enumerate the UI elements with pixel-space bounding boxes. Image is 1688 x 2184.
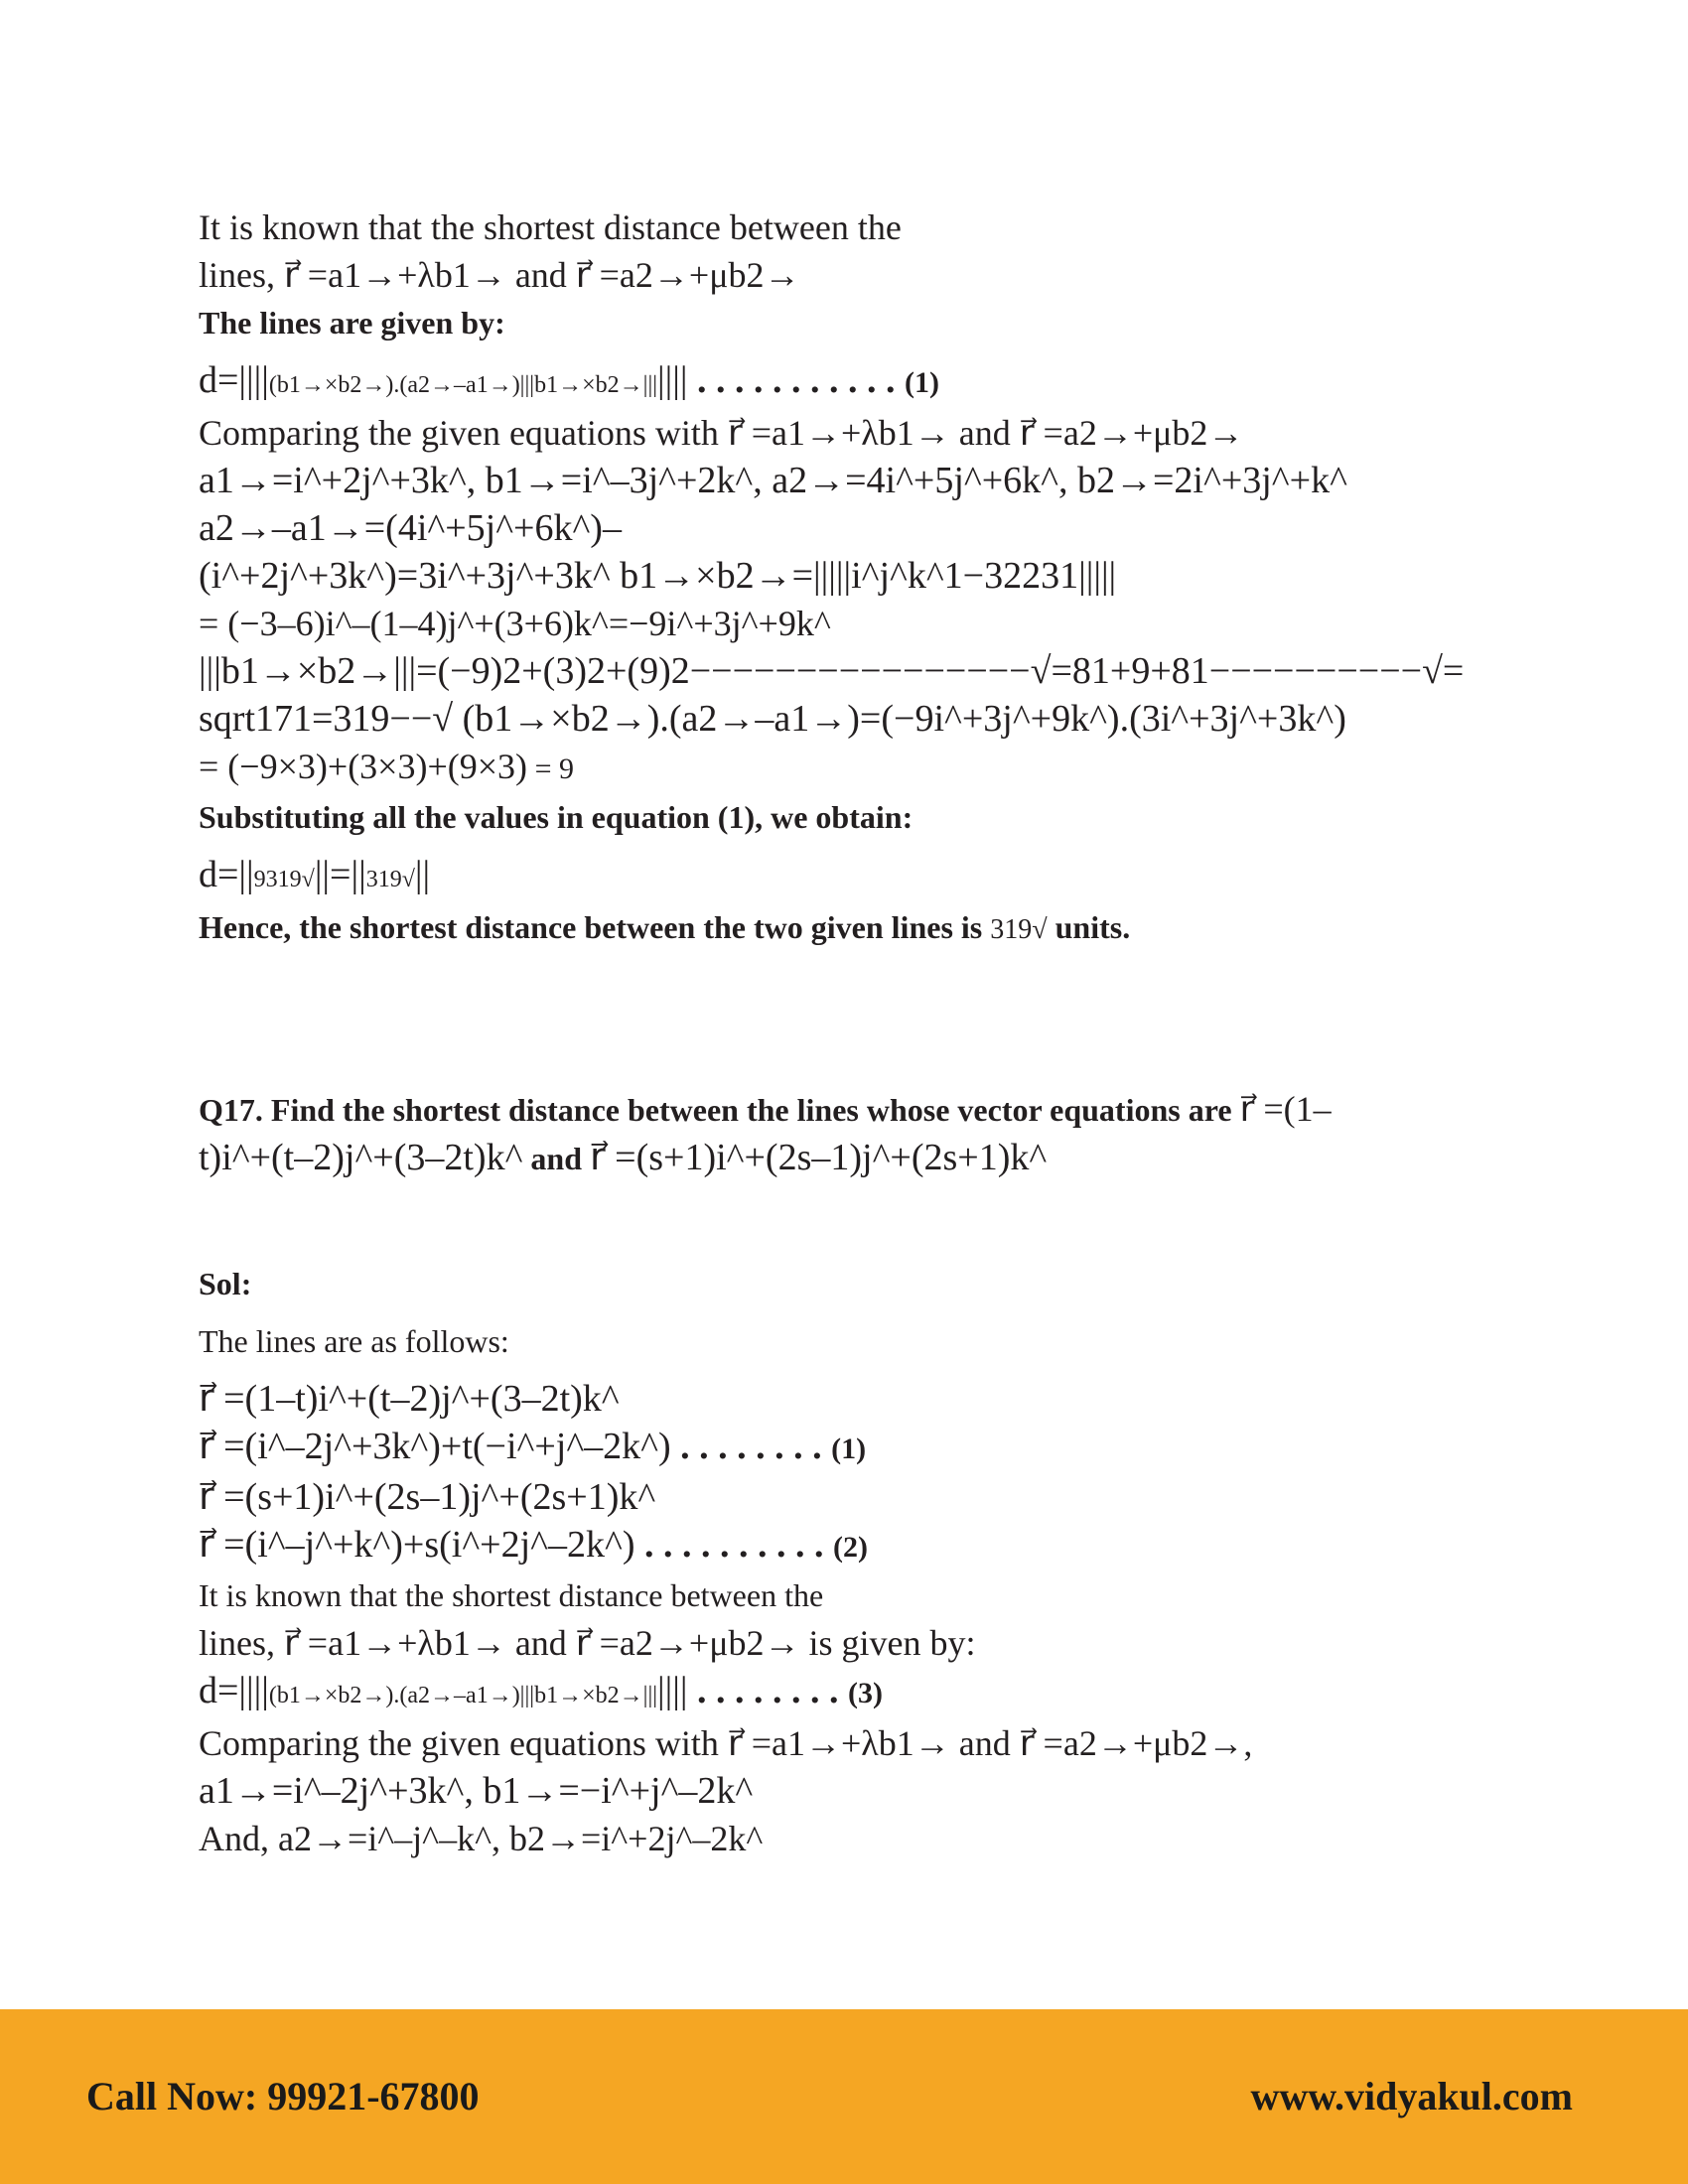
distance-fraction-1: 9319√: [253, 867, 315, 892]
formula-3: [199, 1667, 1489, 1719]
sqrt-line: sqrt171=319−−√ (b1→×b2→).(a2→–a1→)=(−9i^+3j^+9k^).(3i^+3j^+3k^): [199, 698, 1346, 740]
substituting-line: Substituting all the values in equation (1), we obtain:: [199, 799, 914, 835]
hence-value: 319√: [990, 914, 1048, 945]
question-17-line-1: [199, 1085, 1489, 1134]
intro-line-1: It is known that the shortest distance between the: [199, 207, 902, 247]
equation-label-3: (3): [847, 1677, 883, 1709]
question-17-and: and: [522, 1141, 591, 1176]
vectors-line: a1→=i^+2j^+3k^, b1→=i^–3j^+2k^, a2→=4i^+5j^+6k^, b2→=2i^+3j^+k^: [199, 460, 1347, 501]
question-17-r1: r⃗ =(1–: [1239, 1089, 1332, 1129]
equation-2-text: r⃗ =(i^–2j^+3k^)+t(−i^+j^–2k^): [199, 1426, 671, 1467]
formula-3-end: ||||: [657, 1670, 688, 1711]
cross-product-line: = (−3–6)i^–(1–4)j^+(3+6)k^=−9i^+3j^+9k^: [199, 604, 831, 643]
formula-1-main: d=||||: [199, 359, 269, 401]
vectors-a2-b2: And, a2→=i^–j^–k^, b2→=i^+2j^–2k^: [199, 1819, 764, 1858]
difference-line-1: a2→–a1→=(4i^+5j^+6k^)–: [199, 507, 622, 549]
question-17-eq-a: t)i^+(t–2)j^+(3–2t)k^: [199, 1137, 523, 1178]
hence-text: Hence, the shortest distance between the two given lines is: [199, 909, 991, 945]
distance-result: [199, 851, 1489, 903]
equation-line-4: [199, 1521, 1489, 1571]
equation-line-1: r⃗ =(1–t)i^+(t–2)j^+(3–2t)k^: [199, 1378, 620, 1420]
known-line-1: It is known that the shortest distance between the: [199, 1577, 824, 1613]
website-link[interactable]: www.vidyakul.com: [1250, 2074, 1573, 2118]
formula-1-fraction: (b1→×b2→).(a2→–a1→)|||b1→×b2→|||: [268, 372, 658, 398]
equation-label-q2: (2): [832, 1531, 868, 1564]
page-content: [199, 204, 1489, 1862]
formula-1: [199, 356, 1489, 409]
given-by-heading: The lines are given by:: [199, 305, 505, 341]
solution-heading: Sol:: [199, 1266, 252, 1301]
footer-banner: [0, 2009, 1688, 2184]
distance-main: d=||: [199, 854, 254, 895]
vectors-a1-b1: a1→=i^–2j^+3k^, b1→=−i^+j^–2k^: [199, 1770, 754, 1812]
equation-4-dots: . . . . . . . . . .: [643, 1524, 833, 1566]
equation-4-text: r⃗ =(i^–j^+k^)+s(i^+2j^–2k^): [199, 1524, 644, 1566]
known-line-2: lines, r⃗ =a1→+λb1→ and r⃗ =a2→+μb2→ is given by:: [199, 1623, 976, 1663]
hence-units: units.: [1047, 909, 1131, 945]
equation-label-1: (1): [904, 366, 939, 399]
formula-1-end: ||||: [657, 359, 688, 401]
distance-mid: ||=||: [314, 854, 366, 895]
formula-3-fraction: (b1→×b2→).(a2→–a1→)|||b1→×b2→|||: [268, 1683, 658, 1708]
difference-line-2: (i^+2j^+3k^)=3i^+3j^+3k^ b1→×b2→=|||||i^j^k^1−32231|||||: [199, 555, 1117, 597]
intro-line-2: lines, r⃗ =a1→+λb1→ and r⃗ =a2→+μb2→: [199, 255, 800, 295]
dot-product-line: [199, 743, 1489, 793]
formula-3-dots: . . . . . . . .: [687, 1670, 848, 1711]
formula-3-main: d=||||: [199, 1670, 269, 1711]
question-17-line-2: [199, 1134, 1489, 1182]
question-17-text: Q17. Find the shortest distance between the lines whose vector equations are: [199, 1092, 1240, 1128]
distance-fraction-2: 319√: [365, 867, 415, 892]
compare-line: Comparing the given equations with r⃗ =a1→+λb1→ and r⃗ =a2→+μb2→: [199, 413, 1244, 453]
call-now-text[interactable]: Call Now: 99921-67800: [86, 2074, 480, 2118]
equation-line-3: r⃗ =(s+1)i^+(2s–1)j^+(2s+1)k^: [199, 1476, 656, 1518]
magnitude-line: |||b1→×b2→|||=(−9)2+(3)2+(9)2−−−−−−−−−−−−−−−−√=81+9+81−−−−−−−−−−√=: [199, 650, 1465, 692]
equation-2-dots: . . . . . . . .: [670, 1426, 832, 1467]
equation-label-q1: (1): [831, 1433, 867, 1465]
lines-follow-text: The lines are as follows:: [199, 1323, 509, 1359]
dot-product-main: = (−9×3)+(3×3)+(9×3): [199, 747, 528, 786]
hence-line: [199, 903, 1489, 954]
dot-product-result: = 9: [527, 752, 574, 785]
equation-line-2: [199, 1423, 1489, 1473]
formula-1-dots: . . . . . . . . . . .: [687, 359, 905, 401]
distance-end: ||: [414, 854, 431, 895]
compare-line-2: Comparing the given equations with r⃗ =a1→+λb1→ and r⃗ =a2→+μb2→,: [199, 1723, 1253, 1763]
question-17-eq-b: r⃗ =(s+1)i^+(2s–1)j^+(2s+1)k^: [590, 1137, 1048, 1178]
